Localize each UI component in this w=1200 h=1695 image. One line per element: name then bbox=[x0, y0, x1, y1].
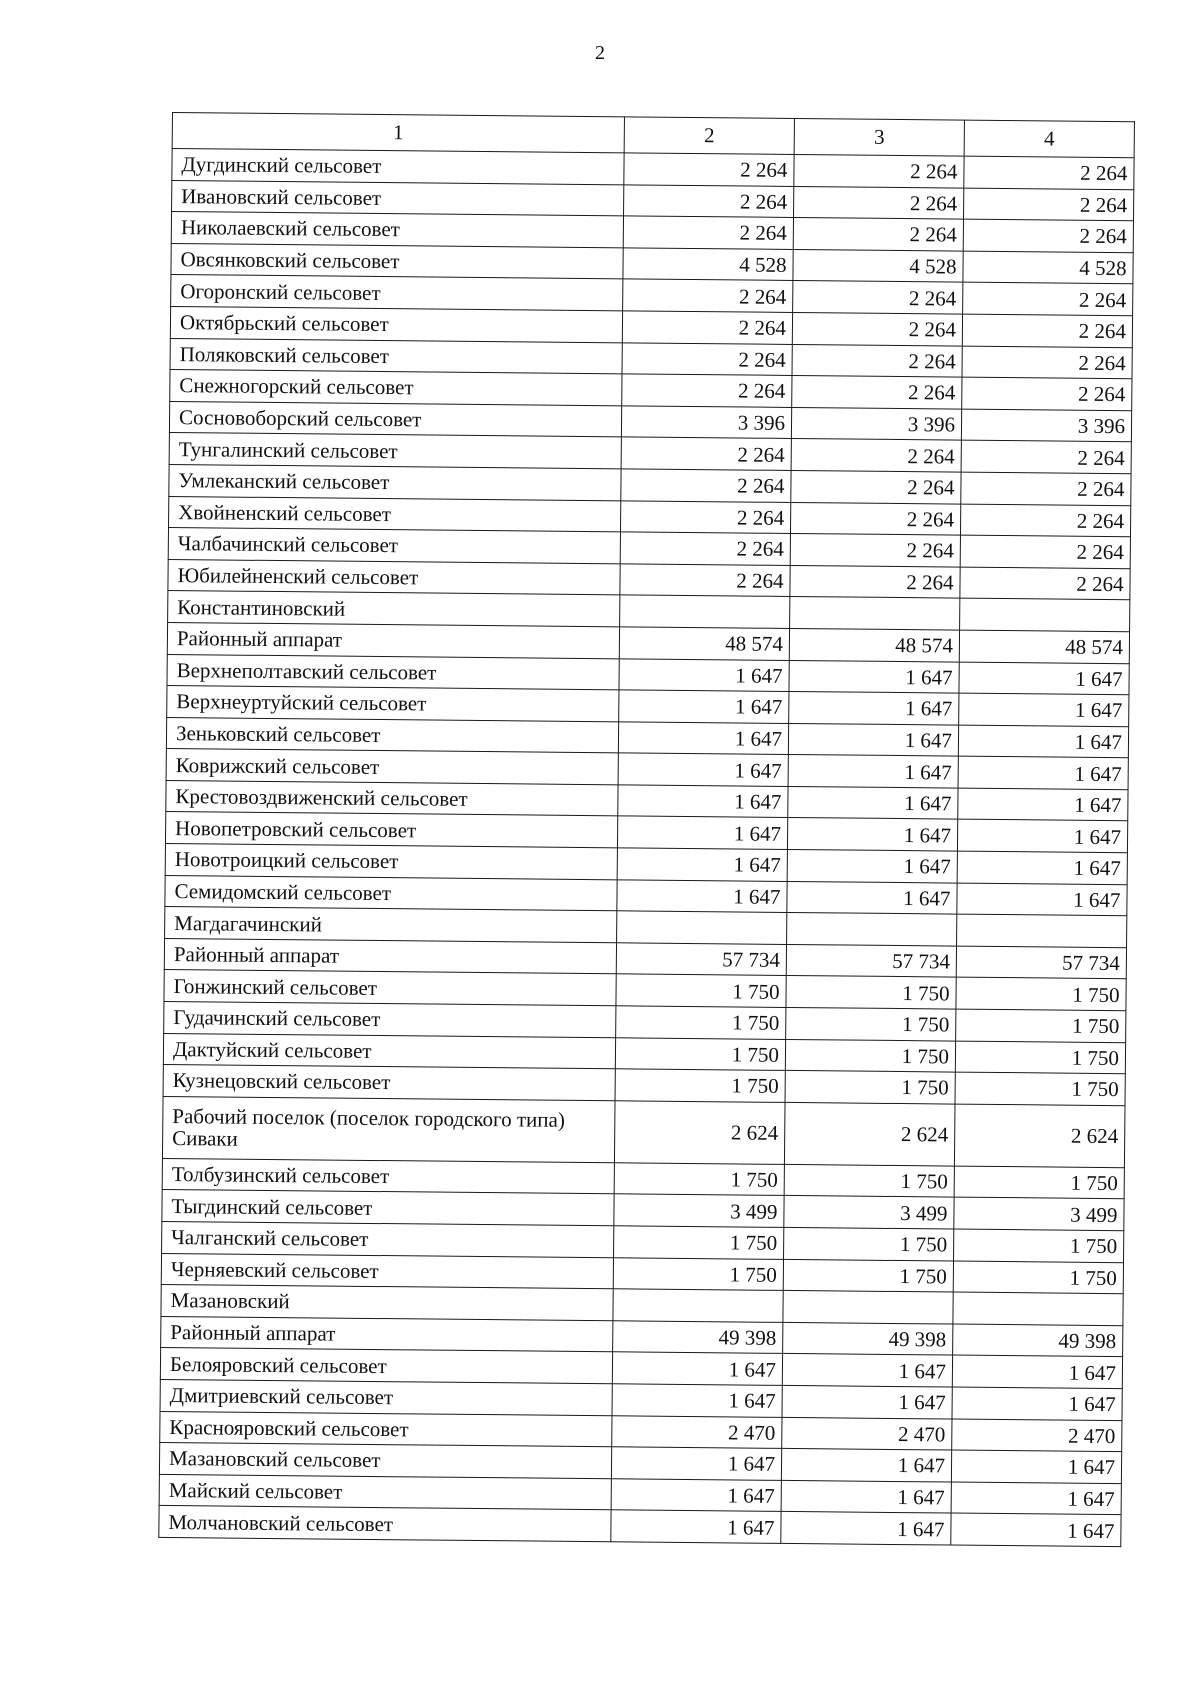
value-cell-col-4: 2 264 bbox=[962, 346, 1132, 379]
row-name-cell: Октябрьский сельсовет bbox=[170, 306, 622, 342]
value-cell-col-4: 1 647 bbox=[957, 820, 1127, 853]
row-name-cell: Юбилейненский сельсовет bbox=[168, 559, 620, 595]
value-cell-col-2 bbox=[620, 595, 790, 628]
row-name-cell: Снежногорский сельсовет bbox=[170, 370, 622, 406]
value-cell-col-3: 2 624 bbox=[784, 1102, 955, 1166]
value-cell-col-3: 2 264 bbox=[793, 281, 963, 314]
value-cell-col-2: 1 647 bbox=[618, 753, 788, 786]
row-name-cell: Гонжинский сельсовет bbox=[164, 970, 616, 1006]
value-cell-col-4: 1 647 bbox=[957, 851, 1127, 884]
row-name-cell: Овсянковский сельсовет bbox=[171, 243, 623, 279]
row-name-cell: Чалбачинский сельсовет bbox=[168, 528, 620, 564]
value-cell-col-4: 49 398 bbox=[953, 1324, 1123, 1357]
value-cell-col-3: 1 647 bbox=[787, 850, 957, 883]
value-cell-col-2 bbox=[613, 1289, 783, 1322]
value-cell-col-2: 1 647 bbox=[611, 1510, 781, 1543]
value-cell-col-4: 2 264 bbox=[963, 219, 1133, 252]
row-name-cell: Дактуйский сельсовет bbox=[163, 1033, 615, 1069]
value-cell-col-3: 2 470 bbox=[782, 1417, 952, 1450]
value-cell-col-2: 2 264 bbox=[620, 500, 790, 533]
value-cell-col-4: 1 647 bbox=[951, 1482, 1121, 1515]
value-cell-col-2: 2 264 bbox=[621, 469, 791, 502]
row-name-cell: Дугдинский сельсовет bbox=[172, 149, 624, 185]
value-cell-col-4: 2 264 bbox=[964, 156, 1134, 189]
value-cell-col-2: 2 264 bbox=[621, 437, 791, 470]
value-cell-col-3 bbox=[787, 913, 957, 946]
value-cell-col-4: 1 750 bbox=[954, 1166, 1124, 1199]
value-cell-col-4 bbox=[960, 598, 1130, 631]
value-cell-col-3: 1 647 bbox=[788, 786, 958, 819]
value-cell-col-3: 48 574 bbox=[789, 628, 959, 661]
value-cell-col-4: 2 264 bbox=[964, 188, 1134, 221]
value-cell-col-3: 2 264 bbox=[792, 344, 962, 377]
value-cell-col-2: 3 396 bbox=[621, 406, 791, 439]
row-name-cell: Николаевский сельсовет bbox=[171, 212, 623, 248]
value-cell-col-4 bbox=[953, 1292, 1123, 1325]
value-cell-col-2: 1 647 bbox=[619, 658, 789, 691]
value-cell-col-4: 1 647 bbox=[957, 883, 1127, 916]
row-name-cell: Мазановский сельсовет bbox=[159, 1443, 611, 1479]
row-name-cell: Коврижский сельсовет bbox=[166, 749, 618, 785]
value-cell-col-2: 2 264 bbox=[620, 532, 790, 565]
column-header-1: 1 bbox=[172, 113, 624, 153]
value-cell-col-3 bbox=[783, 1291, 953, 1324]
value-cell-col-3: 1 750 bbox=[786, 976, 956, 1009]
value-cell-col-3: 1 750 bbox=[784, 1227, 954, 1260]
page-number: 2 bbox=[595, 42, 605, 64]
value-cell-col-3: 2 264 bbox=[791, 470, 961, 503]
value-cell-col-4: 2 264 bbox=[960, 535, 1130, 568]
value-cell-col-2: 2 264 bbox=[624, 153, 794, 186]
value-cell-col-3: 1 750 bbox=[784, 1164, 954, 1197]
value-cell-col-2 bbox=[617, 911, 787, 944]
value-cell-col-3: 2 264 bbox=[794, 154, 964, 187]
value-cell-col-2: 48 574 bbox=[619, 627, 789, 660]
value-cell-col-3: 1 750 bbox=[785, 1039, 955, 1072]
value-cell-col-2: 2 264 bbox=[622, 311, 792, 344]
value-cell-col-4: 1 750 bbox=[955, 1072, 1125, 1105]
value-cell-col-2: 3 499 bbox=[614, 1194, 784, 1227]
row-name-cell: Хвойненский сельсовет bbox=[169, 496, 621, 532]
value-cell-col-3: 2 264 bbox=[791, 439, 961, 472]
value-cell-col-2: 49 398 bbox=[613, 1321, 783, 1354]
row-name-cell: Зеньковский сельсовет bbox=[166, 717, 618, 753]
row-name-cell: Мазановский bbox=[161, 1285, 613, 1321]
value-cell-col-2: 1 647 bbox=[617, 848, 787, 881]
value-cell-col-2: 1 750 bbox=[615, 1069, 785, 1102]
value-cell-col-2: 1 647 bbox=[618, 785, 788, 818]
row-name-cell: Крестовоздвиженский сельсовет bbox=[166, 780, 618, 816]
row-name-cell: Майский сельсовет bbox=[159, 1474, 611, 1510]
document-sheet bbox=[158, 112, 1134, 1547]
value-cell-col-4: 1 647 bbox=[952, 1387, 1122, 1420]
value-cell-col-2: 1 647 bbox=[612, 1384, 782, 1417]
column-header-3: 3 bbox=[794, 118, 964, 156]
value-cell-col-2: 4 528 bbox=[623, 248, 793, 281]
value-cell-col-2: 2 264 bbox=[620, 564, 790, 597]
value-cell-col-4: 2 264 bbox=[961, 472, 1131, 505]
value-cell-col-4: 1 750 bbox=[955, 1041, 1125, 1074]
value-cell-col-4: 1 750 bbox=[956, 1009, 1126, 1042]
value-cell-col-3: 1 647 bbox=[788, 755, 958, 788]
row-name-cell: Новопетровский сельсовет bbox=[165, 812, 617, 848]
row-name-cell: Верхнеполтавский сельсовет bbox=[167, 654, 619, 690]
value-cell-col-3: 1 647 bbox=[787, 818, 957, 851]
value-cell-col-2: 2 264 bbox=[623, 216, 793, 249]
value-cell-col-4: 1 750 bbox=[954, 1229, 1124, 1262]
row-name-cell: Огоронский сельсовет bbox=[171, 275, 623, 311]
value-cell-col-4: 2 470 bbox=[952, 1419, 1122, 1452]
row-name-cell: Константиновский bbox=[168, 591, 620, 627]
value-cell-col-4: 1 647 bbox=[959, 662, 1129, 695]
value-cell-col-2: 2 264 bbox=[624, 184, 794, 217]
value-cell-col-2: 2 624 bbox=[614, 1101, 785, 1165]
value-cell-col-2: 1 647 bbox=[617, 879, 787, 912]
value-cell-col-4: 1 647 bbox=[951, 1450, 1121, 1483]
row-name-cell: Чалганский сельсовет bbox=[162, 1221, 614, 1257]
value-cell-col-3: 3 499 bbox=[784, 1196, 954, 1229]
value-cell-col-3: 1 647 bbox=[781, 1512, 951, 1545]
value-cell-col-2: 1 647 bbox=[612, 1352, 782, 1385]
value-cell-col-3: 1 647 bbox=[789, 692, 959, 725]
row-name-cell: Молчановский сельсовет bbox=[159, 1506, 611, 1542]
row-name-cell: Ивановский сельсовет bbox=[172, 180, 624, 216]
value-cell-col-2: 1 750 bbox=[614, 1163, 784, 1196]
value-cell-col-4: 2 264 bbox=[963, 282, 1133, 315]
row-name-cell: Рабочий поселок (поселок городского типа) Сиваки bbox=[162, 1096, 615, 1162]
value-cell-col-2: 57 734 bbox=[616, 943, 786, 976]
value-cell-col-3: 1 647 bbox=[788, 723, 958, 756]
value-cell-col-4: 2 264 bbox=[962, 314, 1132, 347]
value-cell-col-3: 1 750 bbox=[785, 1071, 955, 1104]
value-cell-col-4: 2 264 bbox=[960, 567, 1130, 600]
value-cell-col-3: 2 264 bbox=[792, 376, 962, 409]
value-cell-col-4: 48 574 bbox=[959, 630, 1129, 663]
value-cell-col-2: 1 647 bbox=[617, 816, 787, 849]
value-cell-col-2: 1 750 bbox=[614, 1226, 784, 1259]
value-cell-col-4: 1 647 bbox=[952, 1355, 1122, 1388]
value-cell-col-3: 2 264 bbox=[790, 534, 960, 567]
value-cell-col-4: 4 528 bbox=[963, 251, 1133, 284]
row-name-cell: Черняевский сельсовет bbox=[161, 1253, 613, 1289]
value-cell-col-2: 2 264 bbox=[622, 374, 792, 407]
allocation-table bbox=[158, 112, 1135, 1547]
value-cell-col-2: 1 750 bbox=[616, 1006, 786, 1039]
value-cell-col-2: 1 647 bbox=[619, 690, 789, 723]
value-cell-col-2: 1 750 bbox=[615, 1037, 785, 1070]
row-name-cell: Районный аппарат bbox=[167, 622, 619, 658]
value-cell-col-3: 1 647 bbox=[789, 660, 959, 693]
value-cell-col-3: 49 398 bbox=[783, 1322, 953, 1355]
value-cell-col-3 bbox=[790, 597, 960, 630]
row-name-cell: Тунгалинский сельсовет bbox=[169, 433, 621, 469]
value-cell-col-3: 2 264 bbox=[790, 502, 960, 535]
value-cell-col-4: 1 750 bbox=[953, 1261, 1123, 1294]
value-cell-col-3: 1 647 bbox=[782, 1354, 952, 1387]
row-name-cell: Районный аппарат bbox=[161, 1316, 613, 1352]
value-cell-col-4: 1 647 bbox=[958, 725, 1128, 758]
value-cell-col-2: 2 470 bbox=[612, 1415, 782, 1448]
value-cell-col-4: 1 750 bbox=[956, 978, 1126, 1011]
value-cell-col-4: 1 647 bbox=[959, 693, 1129, 726]
row-name-cell: Белояровский сельсовет bbox=[160, 1348, 612, 1384]
value-cell-col-4 bbox=[957, 914, 1127, 947]
value-cell-col-4: 1 647 bbox=[958, 788, 1128, 821]
value-cell-col-2: 2 264 bbox=[622, 342, 792, 375]
value-cell-col-2: 2 264 bbox=[623, 279, 793, 312]
row-name-cell: Краснояровский сельсовет bbox=[160, 1411, 612, 1447]
value-cell-col-3: 1 647 bbox=[781, 1480, 951, 1513]
column-header-4: 4 bbox=[964, 120, 1134, 158]
value-cell-col-3: 1 750 bbox=[783, 1259, 953, 1292]
value-cell-col-4: 2 264 bbox=[961, 440, 1131, 473]
row-name-cell: Гудачинский сельсовет bbox=[164, 1001, 616, 1037]
value-cell-col-3: 4 528 bbox=[793, 249, 963, 282]
value-cell-col-3: 1 647 bbox=[787, 881, 957, 914]
value-cell-col-3: 1 750 bbox=[786, 1007, 956, 1040]
row-name-cell: Тыгдинский сельсовет bbox=[162, 1190, 614, 1226]
value-cell-col-4: 1 647 bbox=[958, 756, 1128, 789]
row-name-cell: Районный аппарат bbox=[164, 938, 616, 974]
value-cell-col-4: 3 499 bbox=[954, 1197, 1124, 1230]
value-cell-col-4: 57 734 bbox=[956, 946, 1126, 979]
value-cell-col-2: 1 750 bbox=[613, 1257, 783, 1290]
value-cell-col-2: 1 647 bbox=[618, 722, 788, 755]
value-cell-col-4: 2 264 bbox=[962, 377, 1132, 410]
column-header-2: 2 bbox=[624, 117, 794, 155]
row-name-cell: Верхнеуртуйский сельсовет bbox=[167, 686, 619, 722]
row-name-cell: Умлеканский сельсовет bbox=[169, 464, 621, 500]
value-cell-col-2: 1 647 bbox=[611, 1447, 781, 1480]
value-cell-col-3: 3 396 bbox=[791, 407, 961, 440]
value-cell-col-3: 2 264 bbox=[793, 218, 963, 251]
value-cell-col-3: 1 647 bbox=[782, 1385, 952, 1418]
value-cell-col-3: 2 264 bbox=[790, 565, 960, 598]
row-name-cell: Семидомский сельсовет bbox=[165, 875, 617, 911]
value-cell-col-4: 2 264 bbox=[960, 504, 1130, 537]
table-body bbox=[159, 149, 1134, 1547]
value-cell-col-3: 2 264 bbox=[792, 312, 962, 345]
value-cell-col-3: 57 734 bbox=[786, 944, 956, 977]
value-cell-col-3: 1 647 bbox=[781, 1449, 951, 1482]
value-cell-col-3: 2 264 bbox=[794, 186, 964, 219]
row-name-cell: Магдагачинский bbox=[165, 907, 617, 943]
row-name-cell: Сосновоборский сельсовет bbox=[169, 401, 621, 437]
table-row bbox=[162, 1096, 1125, 1167]
row-name-cell: Поляковский сельсовет bbox=[170, 338, 622, 374]
row-name-cell: Новотроицкий сельсовет bbox=[165, 844, 617, 880]
value-cell-col-2: 1 647 bbox=[611, 1479, 781, 1512]
value-cell-col-2: 1 750 bbox=[616, 974, 786, 1007]
row-name-cell: Дмитриевский сельсовет bbox=[160, 1379, 612, 1415]
row-name-cell: Кузнецовский сельсовет bbox=[163, 1065, 615, 1101]
value-cell-col-4: 2 624 bbox=[954, 1104, 1125, 1168]
value-cell-col-4: 1 647 bbox=[951, 1513, 1121, 1546]
value-cell-col-4: 3 396 bbox=[961, 409, 1131, 442]
row-name-cell: Толбузинский сельсовет bbox=[162, 1158, 614, 1194]
